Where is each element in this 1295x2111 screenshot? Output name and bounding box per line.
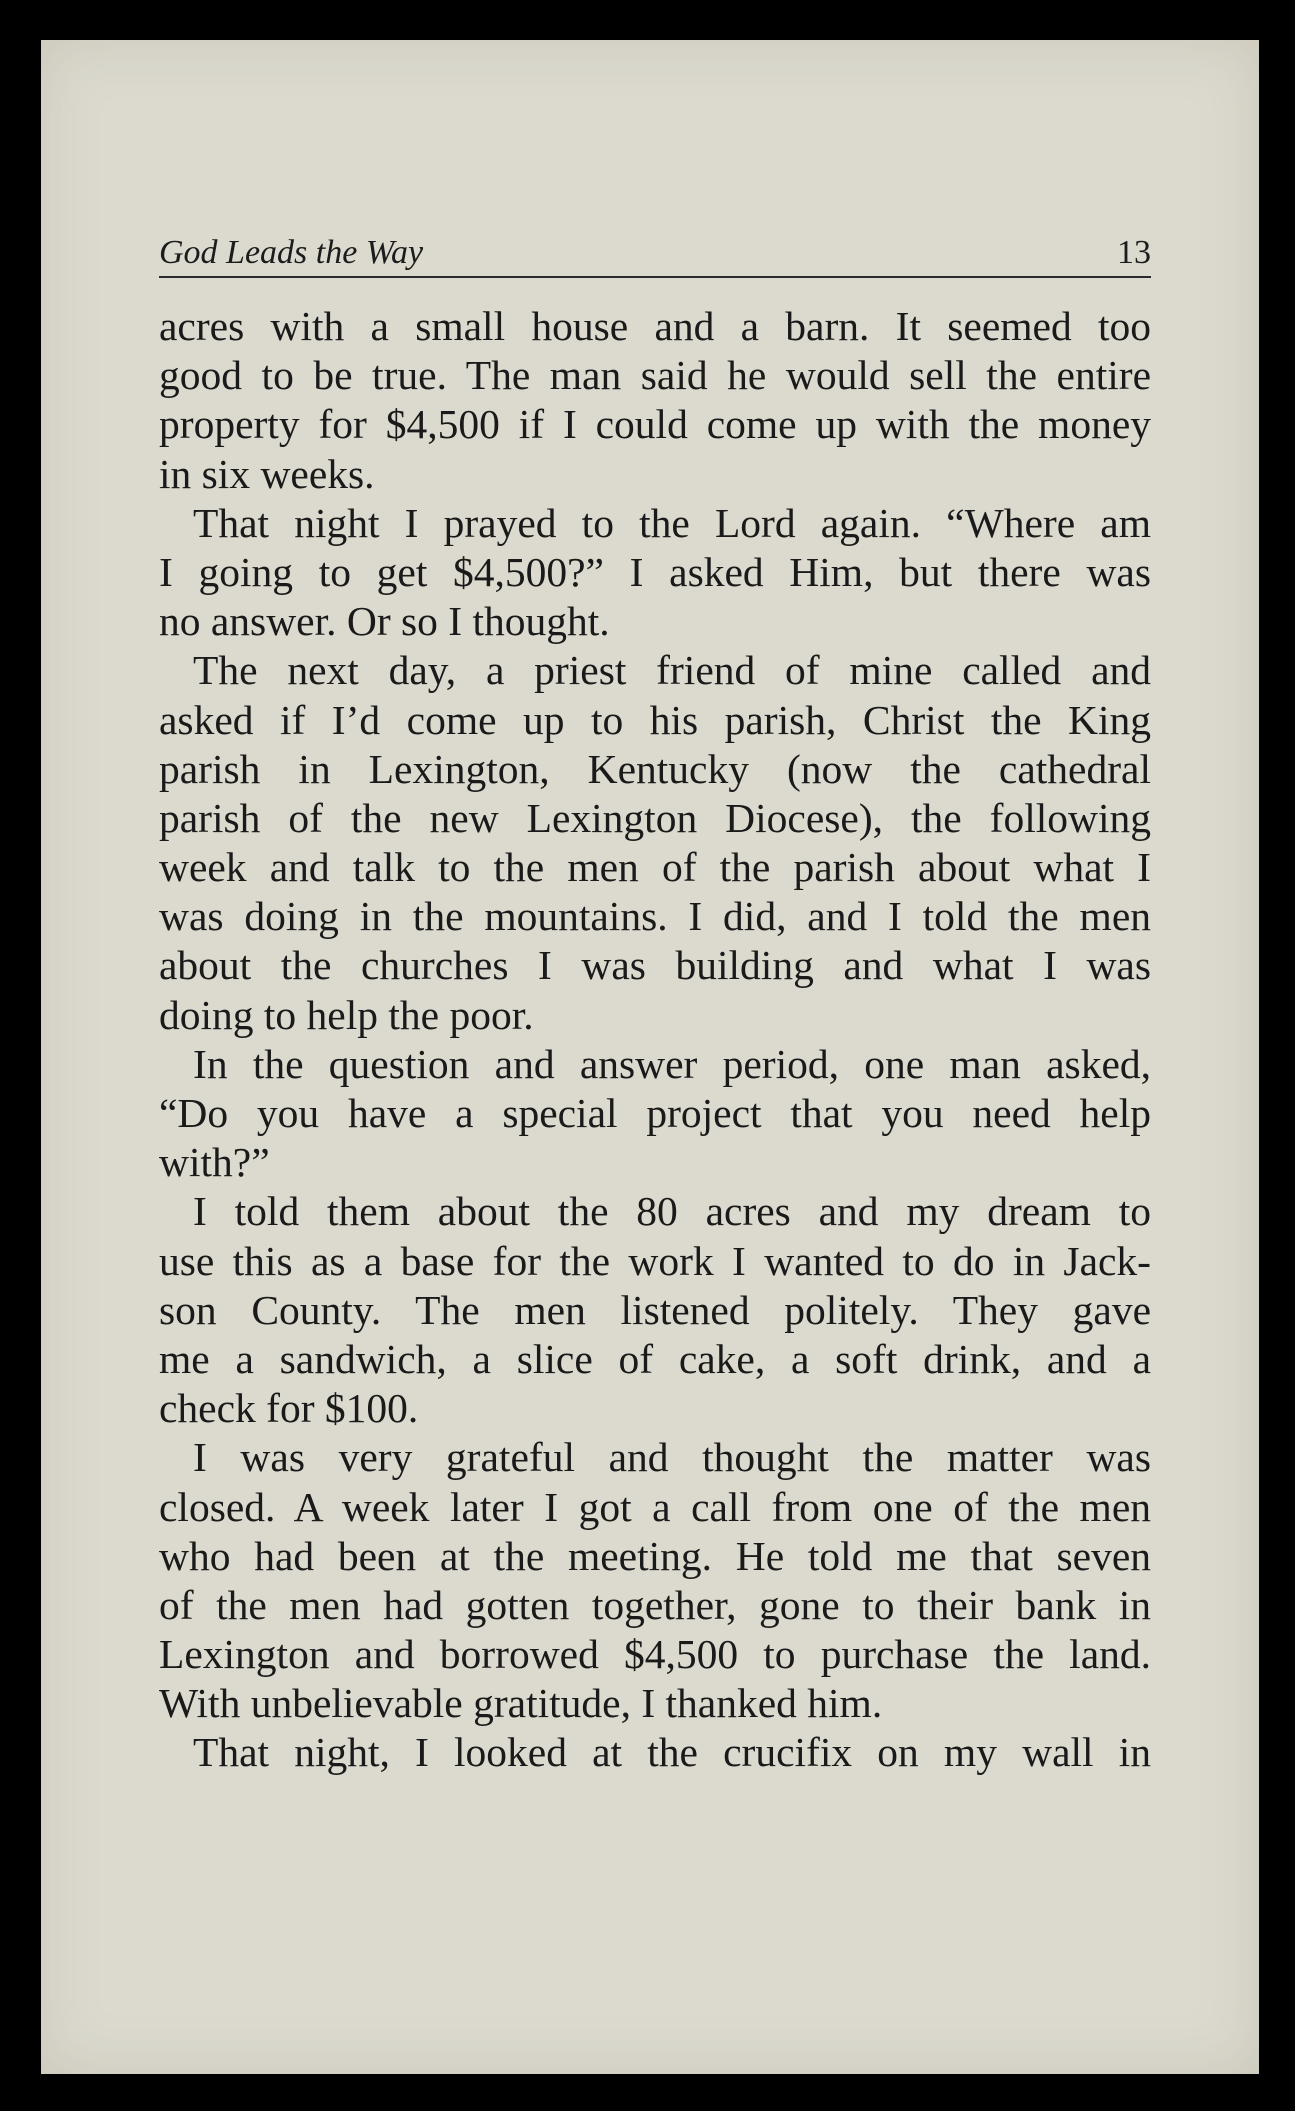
page-header — [159, 194, 1151, 278]
text-line: was doing in the mountains. I did, and I told the men — [159, 893, 1151, 940]
text-line: parish in Lexington, Kentucky (now the cathedral — [159, 745, 1151, 792]
text-line: son County. The men listened politely. They gave — [159, 1286, 1151, 1333]
text-line: doing to help the poor. — [159, 991, 534, 1038]
text-line: with?” — [159, 1139, 270, 1186]
text-line: about the churches I was building and what I was — [159, 942, 1151, 989]
text-line: I going to get $4,500?” I asked Him, but there was — [159, 548, 1151, 595]
text-line: That night, I looked at the crucifix on my wall in — [193, 1729, 1151, 1776]
text-line: of the men had gotten together, gone to their bank in — [159, 1581, 1151, 1628]
text-line: The next day, a priest friend of mine called and — [193, 647, 1151, 694]
text-line: Lexington and borrowed $4,500 to purchase the land. — [159, 1631, 1151, 1678]
text-line: In the question and answer period, one man asked, — [193, 1040, 1151, 1087]
text-line: no answer. Or so I thought. — [159, 598, 610, 645]
text-line: That night I prayed to the Lord again. “Where am — [193, 499, 1151, 546]
text-line: use this as a base for the work I wanted to do in Jack- — [159, 1237, 1151, 1284]
text-line: week and talk to the men of the parish about what I — [159, 844, 1151, 891]
text-line: who had been at the meeting. He told me that seven — [159, 1532, 1151, 1579]
text-line: property for $4,500 if I could come up with the money — [159, 401, 1151, 448]
text-line: acres with a small house and a barn. It seemed too — [159, 303, 1151, 349]
text-line: good to be true. The man said he would sell the entire — [159, 352, 1151, 399]
text-line: I told them about the 80 acres and my dream to — [193, 1188, 1151, 1235]
text-line: me a sandwich, a slice of cake, a soft drink, and a — [159, 1335, 1151, 1382]
page-number: 13 — [1117, 234, 1151, 271]
running-title: God Leads the Way — [159, 234, 424, 271]
text-line: parish of the new Lexington Diocese), the following — [159, 794, 1151, 841]
text-line: in six weeks. — [159, 450, 375, 497]
text-line: “Do you have a special project that you need help — [159, 1090, 1151, 1136]
text-line: With unbelievable gratitude, I thanked him. — [159, 1680, 883, 1727]
text-line: I was very grateful and thought the matter was — [193, 1434, 1151, 1481]
text-line: check for $100. — [159, 1385, 419, 1432]
body-text — [159, 302, 1151, 1778]
text-line: asked if I’d come up to his parish, Christ the King — [159, 696, 1151, 743]
text-line: closed. A week later I got a call from one of the men — [159, 1483, 1151, 1530]
